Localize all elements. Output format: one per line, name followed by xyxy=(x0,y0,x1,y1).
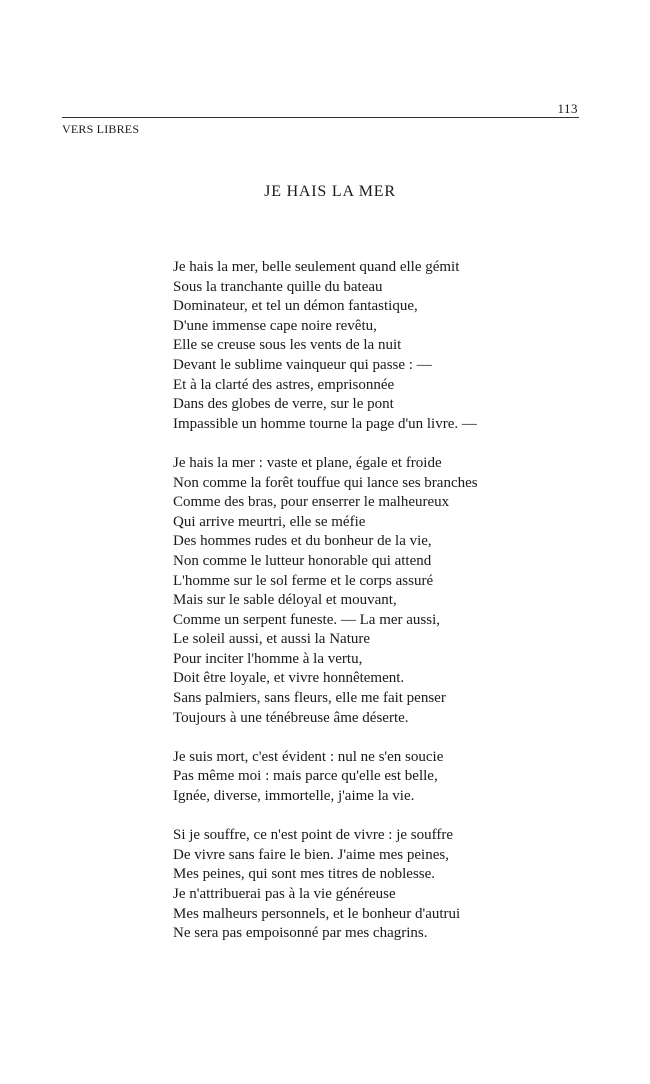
page-number: 113 xyxy=(557,101,578,116)
verse-line: De vivre sans faire le bien. J'aime mes peines, xyxy=(173,846,449,863)
verse-line: Si je souffre, ce n'est point de vivre : je souffre xyxy=(173,827,453,844)
verse-line: Pour inciter l'homme à la vertu, xyxy=(173,650,363,667)
verse-line: Sous la tranchante quille du bateau xyxy=(173,278,383,295)
verse-line: Mais sur le sable déloyal et mouvant, xyxy=(173,592,397,609)
verse-line: Qui arrive meurtri, elle se méfie xyxy=(173,513,366,530)
poem-title: JE HAIS LA MER xyxy=(264,183,396,200)
verse-line: Devant le sublime vainqueur qui passe : — xyxy=(173,356,432,373)
stanza-2 xyxy=(173,454,478,728)
verse-line: Je n'attribuerai pas à la vie généreuse xyxy=(173,886,396,902)
verse-line: Je hais la mer, belle seulement quand elle gémit xyxy=(173,259,460,275)
verse-line: Ne sera pas empoisonné par mes chagrins. xyxy=(173,925,428,942)
stanza-3 xyxy=(173,748,478,807)
verse-line: Ignée, diverse, immortelle, j'aime la vie. xyxy=(173,788,415,805)
verse-line: Dans des globes de verre, sur le pont xyxy=(173,396,394,413)
verse-line: Je suis mort, c'est évident : nul ne s'en soucie xyxy=(173,748,444,765)
verse-line: Et à la clarté des astres, emprisonnée xyxy=(173,376,395,393)
verse-line: Sans palmiers, sans fleurs, elle me fait penser xyxy=(173,690,446,707)
verse-line: Comme un serpent funeste. — La mer aussi, xyxy=(173,611,441,628)
verse-line: Comme des bras, pour enserrer le malheureux xyxy=(173,494,450,511)
header-rule xyxy=(62,117,579,118)
running-head: VERS LIBRES xyxy=(62,122,140,136)
verse-line: Mes peines, qui sont mes titres de noblesse. xyxy=(173,866,436,883)
verse-line: Des hommes rudes et du bonheur de la vie, xyxy=(173,533,432,550)
verse-line: Toujours à une ténébreuse âme déserte. xyxy=(173,709,409,726)
poem-body xyxy=(173,258,478,963)
verse-line: Non comme la forêt touffue qui lance ses branches xyxy=(173,474,478,491)
verse-line: Doit être loyale, et vivre honnêtement. xyxy=(173,670,405,687)
stanza-1 xyxy=(173,258,478,434)
verse-line: D'une immense cape noire revêtu, xyxy=(173,317,377,334)
verse-line: Mes malheurs personnels, et le bonheur d'autrui xyxy=(173,905,461,922)
verse-line: Le soleil aussi, et aussi la Nature xyxy=(173,631,371,648)
stanza-4 xyxy=(173,826,478,944)
verse-line: Elle se creuse sous les vents de la nuit xyxy=(173,337,402,354)
verse-line: Dominateur, et tel un démon fantastique, xyxy=(173,298,418,315)
verse-line: L'homme sur le sol ferme et le corps assuré xyxy=(173,572,434,589)
verse-line: Je hais la mer : vaste et plane, égale et froide xyxy=(173,454,442,471)
verse-line: Impassible un homme tourne la page d'un livre. — xyxy=(173,415,477,432)
verse-line: Non comme le lutteur honorable qui attend xyxy=(173,552,432,569)
verse-line: Pas même moi : mais parce qu'elle est belle, xyxy=(173,768,438,785)
